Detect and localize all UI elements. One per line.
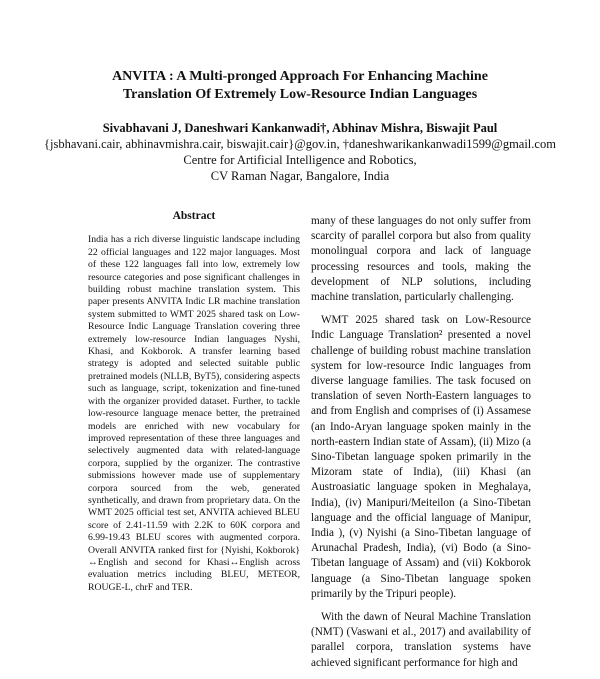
author-emails: {jsbhavani.cair, abhinavmishra.cair, biswajit.cair}@gov.in, †daneshwarikankanwadi1599@gmail.com (44, 137, 556, 151)
intro-paragraph-2: WMT 2025 shared task on Low-Resource Indic Language Translation² presented a novel challenge of building robust machine translation system for low-resource Indic languages from diverse language families. The task focused on translation of seven North-Eastern languages to and from English and comprises of (i) Assamese (an Indo-Aryan language spoken mainly in the north-eastern Indian state of Assam), (ii) Mizo (a Sino-Tibetan language spoken primarily in the Mizoram state of India), (iii) Khasi (an Austroasiatic language spoken in Meghalaya, India), (iv) Manipuri/Meiteilon (a Sino-Tibetan language and the official language of Manipur, India ), (v) Nyishi (a Sino-Tibetan language of Arunachal Pradesh, India), (vi) Bodo (a Sino-Tibetan language of Assam) and (vii) Kokborok language (a Sino-Tibetan language spoken primarily by the Tripuri people). (311, 314, 531, 600)
paper-title (40, 68, 560, 104)
abstract-body: India has a rich diverse linguistic landscape including 22 official languages and 122 major languages. Most of these 122 languages fall into low, extremely low resource categories and pose significant challenges in building robust machine translation system. This paper presents ANVITA Indic LR machine translation system submitted to WMT 2025 shared task on Low-Resource Indic Language Translation covering three extremely low-resource Indian languages Nyshi, Khasi, and Kokborok. A transfer learning based strategy is adopted and selected suitable public pretrained models (NLLB, ByT5), considering aspects such as language, script, tokenization and fine-tuned with the organizer provided dataset. Further, to tackle low-resource language menace better, the pretrained models are enriched with new vocabulary for improved representation of these three languages and selectively augmented data with related-language corpora, supplied by the organizer. The contrastive submissions however made use of supplementary corpora sourced from the web, generated synthetically, and drawn from proprietary data. On the WMT 2025 official test set, ANVITA achieved BLEU score of 2.41-11.59 with 2.2K to 60K corpora and 6.99-19.43 BLEU scores with augmented corpora. Overall ANVITA ranked first for {Nyishi, Kokborok}↔English and second for Khasi↔English across evaluation metrics including BLEU, METEOR, ROUGE-L, chrF and TER. (88, 234, 300, 593)
affiliation-line-2: CV Raman Nagar, Bangalore, India (210, 169, 390, 183)
author-names: Sivabhavani J, Daneshwari Kankanwadi†, Abhinav Mishra, Biswajit Paul (102, 121, 498, 135)
title-line-2: Translation Of Extremely Low-Resource Indian Languages (122, 87, 478, 102)
intro-paragraph-1: many of these languages do not only suffer from scarcity of parallel corpora but also from quality monolingual corpora and lack of language processing resources and tools, making the development of NLP solutions, including machine translation, particularly challenging. (311, 215, 531, 304)
intro-paragraph-3: With the dawn of Neural Machine Translation (NMT) (Vaswani et al., 2017) and availability of parallel corpora, translation systems have achieved significant performance for high and (311, 611, 531, 669)
affiliation-line-1: Centre for Artificial Intelligence and Robotics, (183, 153, 417, 167)
author-block (30, 120, 570, 184)
abstract-heading: Abstract (172, 210, 216, 222)
right-column (311, 214, 531, 679)
left-column (88, 210, 300, 594)
title-line-1: ANVITA : A Multi-pronged Approach For Enhancing Machine (112, 69, 488, 84)
